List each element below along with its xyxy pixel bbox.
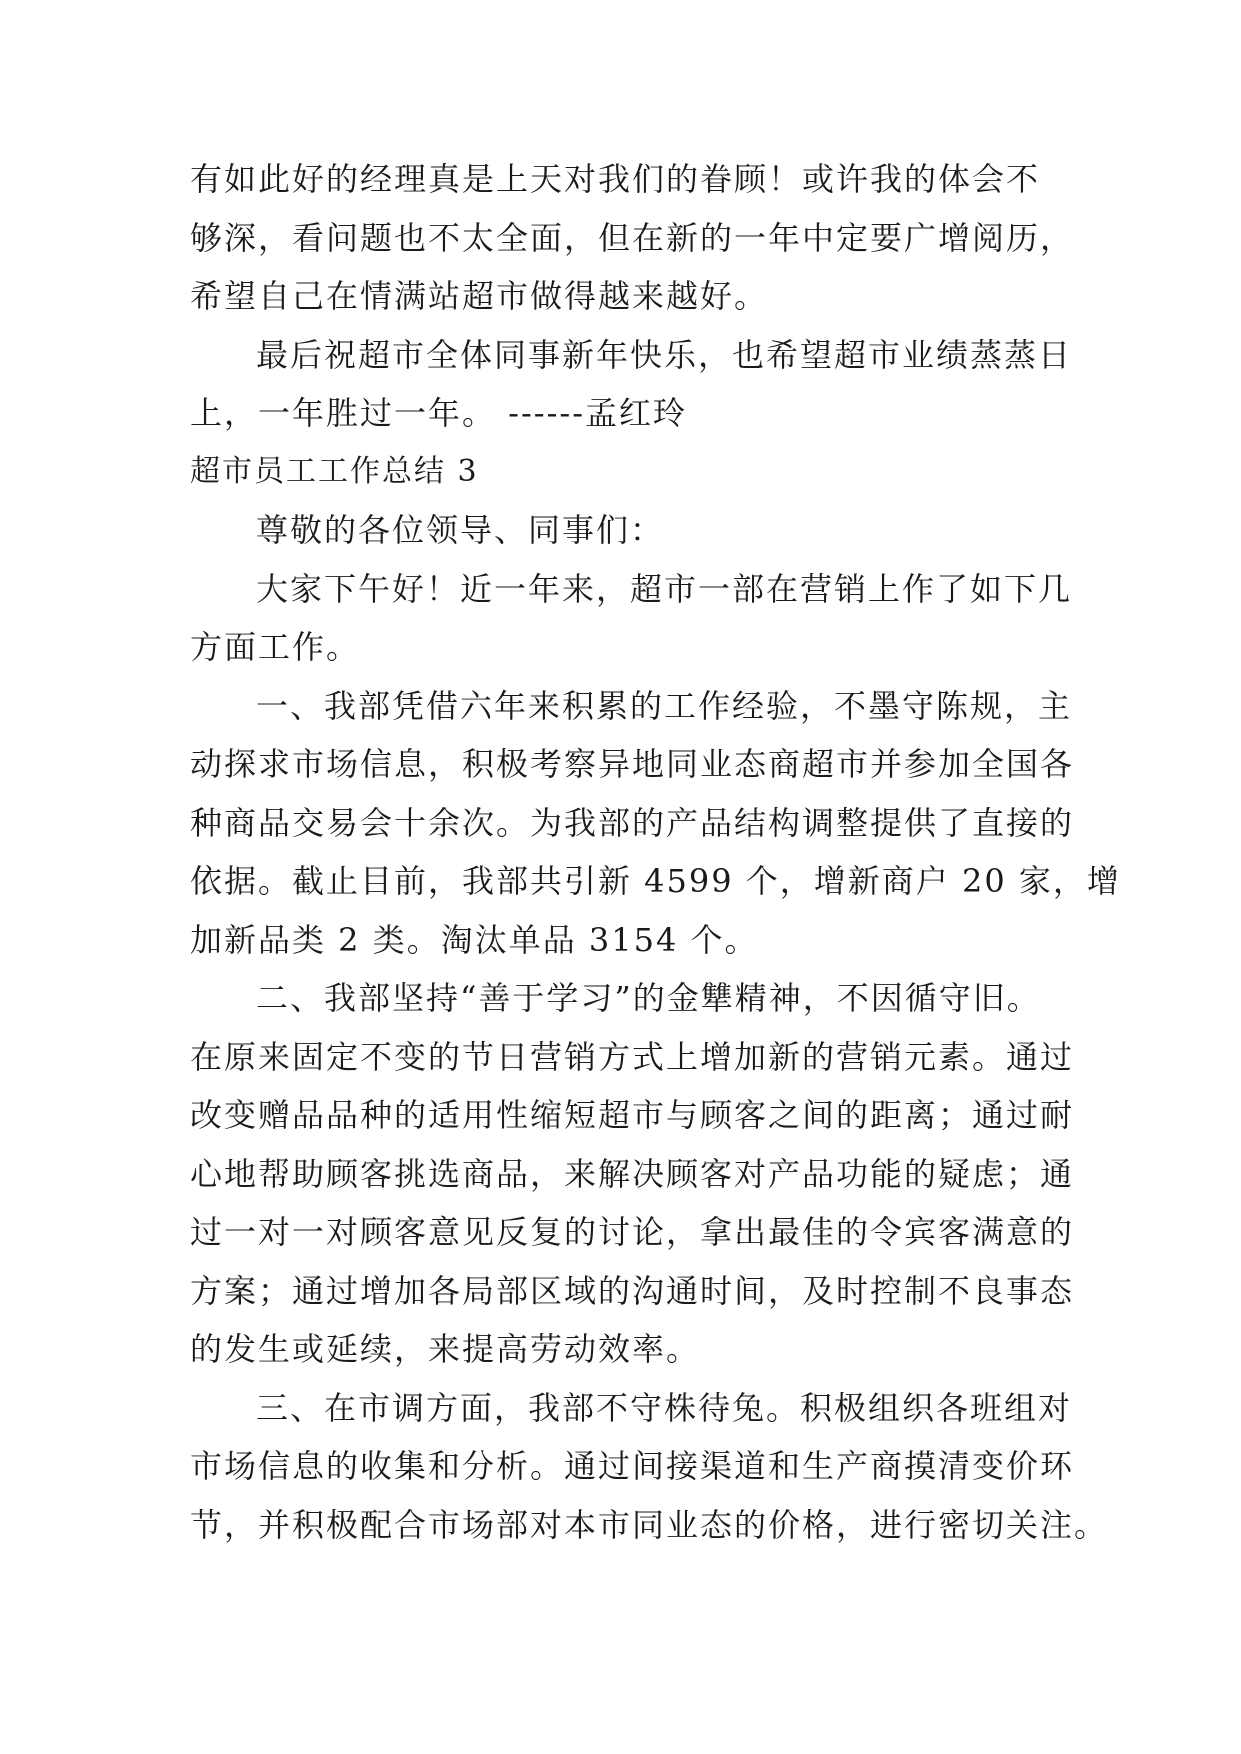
text-line: 一、我部凭借六年来积累的工作经验，不墨守陈规，主 bbox=[256, 686, 1073, 725]
section-heading: 超市员工工作总结 3 bbox=[190, 453, 479, 489]
text-line: 二、我部坚持“善于学习”的金犨精神，不因循守旧。 bbox=[256, 979, 1041, 1017]
text-line: 改变赠品品种的适用性缩短超市与顾客之间的距离；通过耐 bbox=[190, 1096, 1075, 1134]
text-line: 够深，看问题也不太全面，但在新的一年中定要广增阅历， bbox=[190, 218, 1075, 257]
text-line: 过一对一对顾客意见反复的讨论，拿出最佳的令宾客满意的 bbox=[190, 1213, 1075, 1251]
text-line: 市场信息的收集和分析。通过间接渠道和生产商摸清变价环 bbox=[190, 1447, 1075, 1485]
text-line: 方面工作。 bbox=[190, 628, 361, 666]
text-line: 依据。截止目前，我部共引新 4599 个，增新商户 20 家，增 bbox=[190, 862, 1121, 900]
text-line: 希望自己在情满站超市做得越来越好。 bbox=[190, 277, 769, 315]
text-line: 尊敬的各位领导、同事们： bbox=[256, 511, 665, 549]
text-line: 心地帮助顾客挑选商品，来解决顾客对产品功能的疑虑；通 bbox=[190, 1154, 1075, 1193]
text-line: 三、在市调方面，我部不守株待兔。积极组织各班组对 bbox=[256, 1388, 1073, 1427]
text-line: 上，一年胜过一年。 ------孟红玲 bbox=[190, 394, 688, 432]
text-line: 方案；通过增加各局部区域的沟通时间，及时控制不良事态 bbox=[190, 1271, 1075, 1310]
text-line: 有如此好的经理真是上天对我们的眷顾！或许我的体会不 bbox=[190, 160, 1041, 198]
text-line: 在原来固定不变的节日营销方式上增加新的营销元素。通过 bbox=[190, 1037, 1075, 1076]
text-line: 的发生或延续，来提高劳动效率。 bbox=[190, 1330, 701, 1368]
text-line: 加新品类 2 类。淘汰单品 3154 个。 bbox=[190, 920, 759, 959]
text-line: 动探求市场信息，积极考察异地同业态商超市并参加全国各 bbox=[190, 745, 1075, 783]
document-body bbox=[190, 150, 1121, 1554]
text-line: 最后祝超市全体同事新年快乐，也希望超市业绩蒸蒸日 bbox=[256, 335, 1073, 374]
text-line: 种商品交易会十余次。为我部的产品结构调整提供了直接的 bbox=[190, 803, 1075, 842]
text-line: 大家下午好！近一年来，超市一部在营销上作了如下几 bbox=[256, 569, 1073, 608]
text-line: 节，并积极配合市场部对本市同业态的价格，进行密切关注。 bbox=[190, 1505, 1109, 1544]
